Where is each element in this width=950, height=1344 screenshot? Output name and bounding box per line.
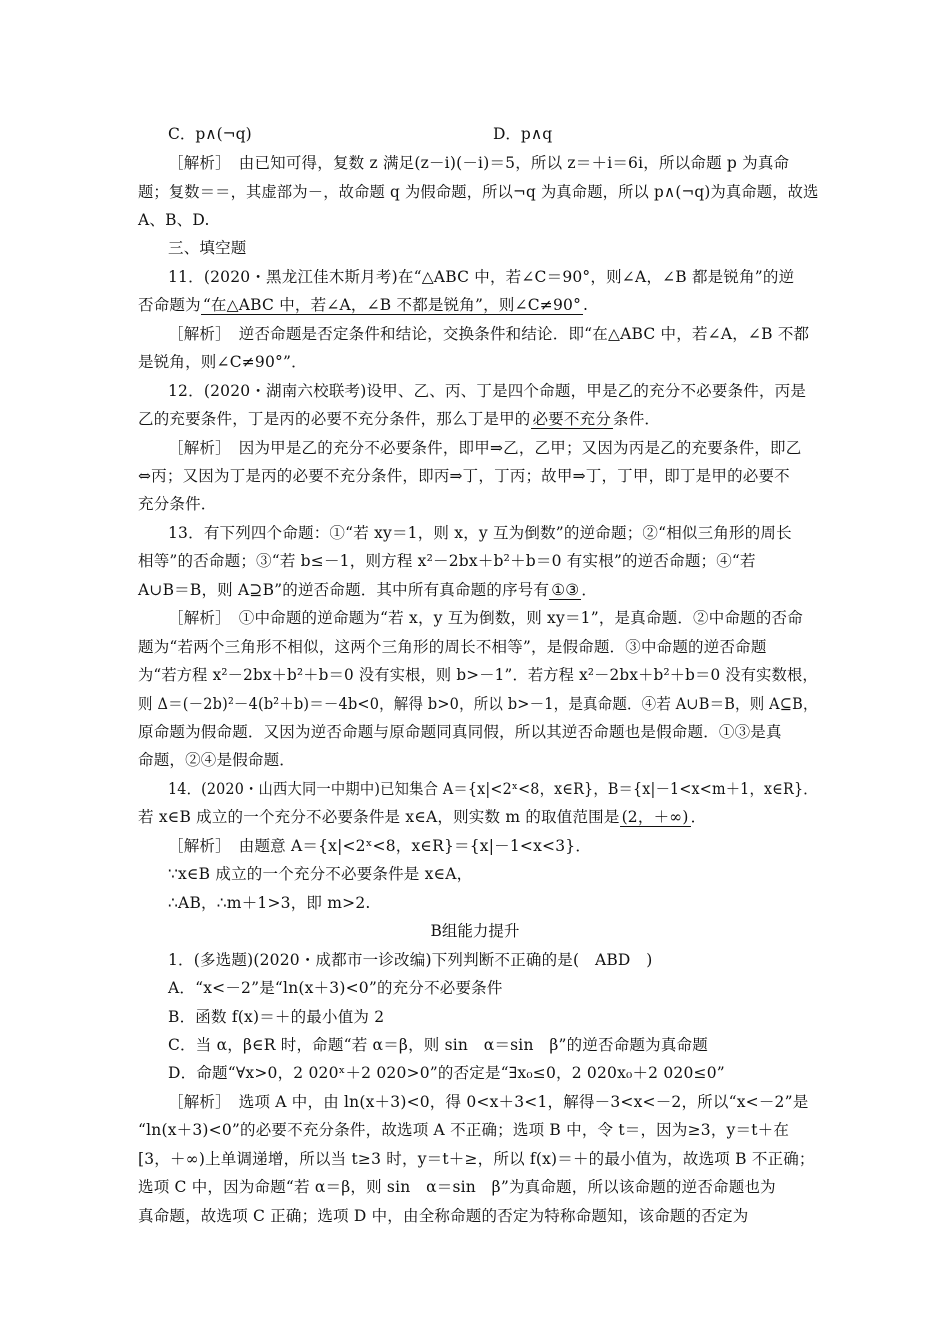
q11-analysis-2: 是锐角，则∠C≠90°”．	[138, 353, 307, 371]
b1-option-a: A．“x<－2”是“ln(x＋3)<0”的充分不必要条件	[168, 979, 503, 997]
q14-end: ．	[690, 808, 707, 826]
q13-line-2: 相等”的否命题；③“若 b≤－1，则方程 x²－2bx＋b²＋b＝0 有实根”的逆否命题；④“若	[138, 552, 756, 570]
q13-analysis-2: 题为“若两个三角形不相似，这两个三角形的周长不相等”，是假命题．③中命题的逆否命题	[138, 638, 767, 656]
q13-answer: ①③	[551, 581, 580, 599]
q13-analysis-1: ［解析］ ①中命题的逆命题为“若 x，y 互为倒数，则 xy＝1”，是真命题．②中命题的否命	[168, 609, 803, 627]
b1-stem: 1．(多选题)(2020・成都市一诊改编)下列判断不正确的是( ABD )	[168, 951, 653, 969]
q14-analysis-3: ∴AB，∴m＋1>3，即 m>2.	[168, 894, 371, 912]
q13-end: ．	[581, 581, 598, 599]
q11-line-2	[138, 295, 588, 315]
q14-line-2	[138, 807, 706, 827]
q14-analysis-2: ∵x∈B 成立的一个充分不必要条件是 x∈A，	[168, 865, 473, 883]
q11-text: 否命题为	[138, 296, 201, 314]
q13-analysis-3: 为“若方程 x²－2bx＋b²＋b＝0 没有实根，则 b>－1”．若方程 x²－2bx＋b²＋b＝0 没有实数根，	[138, 666, 818, 684]
q12-end: 条件．	[613, 410, 661, 428]
q11-line-1: 11．(2020・黑龙江佳木斯月考)在“△ABC 中，若∠C＝90°，则∠A，∠B 都是锐角”的逆	[168, 268, 795, 286]
option-d-prev: D．p∧q	[493, 125, 553, 143]
section-heading-fill-blank: 三、填空题	[168, 239, 247, 257]
q14-line-1: 14．(2020・山西大同一中期中)已知集合 A＝{x|<2ˣ<8，x∈R}，B＝{x|－1<x<m＋1，x∈R}．	[168, 780, 818, 798]
q12-answer: 必要不充分	[532, 410, 612, 428]
analysis-10-line-1: ［解析］ 由已知可得，复数 z 满足(z－i)(－i)＝5，所以 z＝＋i＝6i，所以命题 p 为真命	[168, 154, 790, 172]
q11-answer: “在△ABC 中，若∠A，∠B 不都是锐角”，则∠C≠90°	[202, 296, 582, 314]
b1-analysis-5: 真命题，故选项 C 正确；选项 D 中，由全称命题的否定为特称命题知，该命题的否定为	[138, 1207, 749, 1225]
analysis-10-line-2: 题；复数＝＝，其虚部为－，故命题 q 为假命题，所以¬q 为真命题，所以 p∧(¬q)为真命题，故选	[138, 183, 819, 201]
q11-end: .	[583, 296, 589, 314]
analysis-10-line-3: A、B、D.	[138, 211, 210, 229]
q14-text: 若 x∈B 成立的一个充分不必要条件是 x∈A，则实数 m 的取值范围是	[138, 808, 620, 826]
b1-option-d: D．命题“∀x>0，2 020ˣ＋2 020>0”的否定是“∃x₀≤0，2 020x₀＋2 020≤0”	[168, 1064, 725, 1082]
b1-analysis-1: ［解析］ 选项 A 中，由 ln(x＋3)<0，得 0<x＋3<1，解得－3<x<－2，所以“x<－2”是	[168, 1093, 809, 1111]
q12-text: 乙的充要条件，丁是丙的必要不充分条件，那么丁是甲的	[138, 410, 531, 428]
b1-option-c: C．当 α，β∈R 时，命题“若 α＝β，则 sin α＝sin β”的逆否命题为真命题	[168, 1036, 708, 1054]
q13-line-3	[138, 580, 597, 600]
q13-line-1: 13．有下列四个命题：①“若 xy＝1，则 x，y 互为倒数”的逆命题；②“相似三角形的周长	[168, 524, 792, 542]
q12-analysis-3: 充分条件．	[138, 495, 217, 513]
q12-line-1: 12．(2020・湖南六校联考)设甲、乙、丙、丁是四个命题，甲是乙的充分不必要条件，丙是	[168, 382, 807, 400]
q12-line-2	[138, 409, 660, 429]
q13-analysis-4: 则 Δ＝(－2b)²－4(b²＋b)＝－4b<0，解得 b>0，所以 b>－1，是真命题．④若 A∪B＝B，则 A⊆B，	[138, 695, 818, 713]
option-c-prev: C．p∧(¬q)	[168, 125, 252, 143]
q12-analysis-2: ⇔丙；又因为丁是丙的必要不充分条件，即丙⇒丁，丁丙；故甲⇒丁，丁甲，即丁是甲的必要不	[138, 467, 790, 485]
b1-option-b: B．函数 f(x)＝＋的最小值为 2	[168, 1008, 385, 1026]
b1-analysis-2: “ln(x＋3)<0”的必要不充分条件，故选项 A 不正确；选项 B 中，令 t＝，因为≥3，y＝t＋在	[138, 1121, 790, 1139]
b1-analysis-4: 选项 C 中，因为命题“若 α＝β，则 sin α＝sin β”为真命题，所以该命题的逆否命题也为	[138, 1178, 776, 1196]
q14-analysis-1: ［解析］ 由题意 A＝{x|<2ˣ<8，x∈R}＝{x|－1<x<3}．	[168, 837, 592, 855]
q13-text: A∪B＝B，则 A⊇B”的逆否命题．其中所有真命题的序号有	[138, 581, 550, 599]
q14-answer: (2，＋∞)	[621, 808, 689, 826]
q12-analysis-1: ［解析］ 因为甲是乙的充分不必要条件，即甲⇒乙，乙甲；又因为丙是乙的充要条件，即乙	[168, 439, 802, 457]
q13-analysis-5: 原命题为假命题．又因为逆否命题与原命题同真同假，所以其逆否命题也是假命题．①③是真	[138, 723, 782, 741]
section-heading-b: B组能力提升	[430, 922, 520, 940]
b1-analysis-3: [3，＋∞)上单调递增，所以当 t≥3 时，y＝t＋≥，所以 f(x)＝＋的最小值为，故选项 B 不正确；	[138, 1150, 815, 1168]
q11-analysis-1: ［解析］ 逆否命题是否定条件和结论，交换条件和结论．即“在△ABC 中，若∠A，∠B 不都	[168, 325, 810, 343]
q13-analysis-6: 命题，②④是假命题．	[138, 751, 296, 769]
